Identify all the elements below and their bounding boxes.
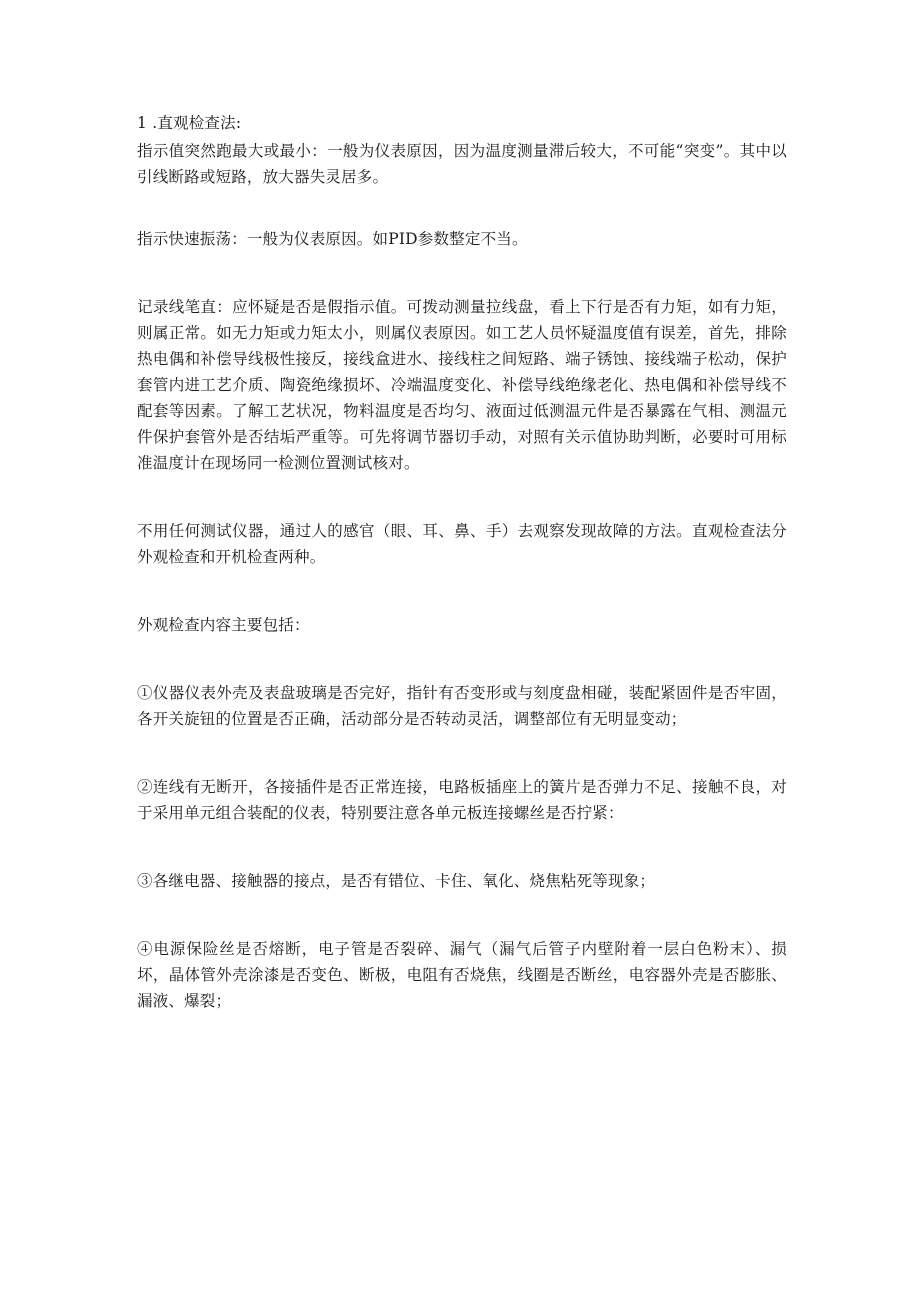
list-item-3: ③各继电器、接触器的接点，是否有错位、卡住、氧化、烧焦粘死等现象； [137,872,656,890]
paragraph-external-check-intro: 外观检查内容主要包括： [137,616,310,634]
document-page [137,110,787,1014]
paragraph-fast-oscillation: 指示快速振荡：一般为仪表原因。如PID参数整定不当。 [137,230,528,248]
list-item-2: ②连线有无断开，各接插件是否正常连接，电路板插座上的簧片是否弹力不足、接触不良，对于采用单元组合装配的仪表，特别要注意各单元板连接螺丝是否拧紧： [137,778,787,822]
paragraph-straight-record-line: 记录线笔直：应怀疑是否是假指示值。可拨动测量拉线盘，看上下行是否有力矩，如有力矩，则属正常。如无力矩或力矩太小，则属仪表原因。如工艺人员怀疑温度值有误差，首先，排除热电偶和补偿导线极性接反，接线盒进水、接线柱之间短路、端子锈蚀、接线端子松动，保护套管内进工艺介质、陶瓷绝缘损坏、冷端温度变化、补偿导线绝缘老化、热电偶和补偿导线不配套等因素。了解工艺状况，物料温度是否均匀、液面过低测温元件是否暴露在气相、测温元件保护套管外是否结垢严重等。可先将调节器切手动，对照有关示值协助判断，必要时可用标准温度计在现场同一检测位置测试核对。 [137,298,787,472]
section-heading: 1 .直观检查法: [137,114,242,132]
list-item-1: ①仪器仪表外壳及表盘玻璃是否完好，指针有否变形或与刻度盘相碰，装配紧固件是否牢固，各开关旋钮的位置是否正确，活动部分是否转动灵活，调整部位有无明显变动； [137,684,787,728]
paragraph-sudden-max-min: 指示值突然跑最大或最小：一般为仪表原因，因为温度测量滞后较大，不可能“突变”。其中以引线断路或短路，放大器失灵居多。 [137,142,787,186]
paragraph-visual-method-definition: 不用任何测试仪器，通过人的感官（眼、耳、鼻、手）去观察发现故障的方法。直观检查法分外观检查和开机检查两种。 [137,522,787,566]
list-item-4: ④电源保险丝是否熔断，电子管是否裂碎、漏气（漏气后管子内壁附着一层白色粉末）、损坏，晶体管外壳涂漆是否变色、断极，电阻有否烧焦，线圈是否断丝，电容器外壳是否膨胀、漏液、爆裂； [137,940,787,1010]
